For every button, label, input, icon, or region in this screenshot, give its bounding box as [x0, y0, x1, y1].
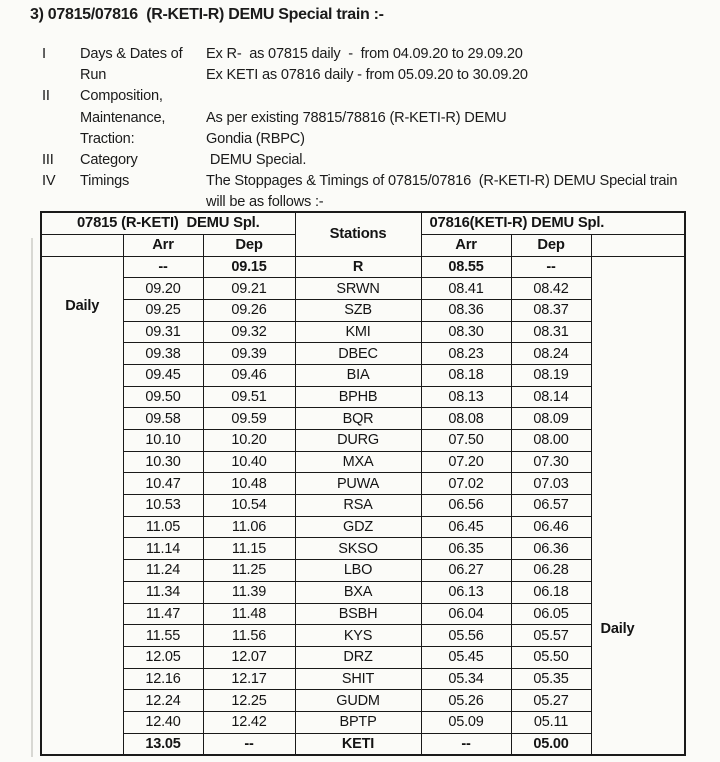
table-row: [41, 538, 685, 560]
cell-dep-07816: --: [511, 256, 591, 278]
daily-cell-left: [41, 256, 123, 755]
cell-arr-07816: 05.34: [421, 668, 511, 690]
cell-arr-07815: 11.24: [123, 560, 203, 582]
cell-arr-07816: 05.09: [421, 711, 511, 733]
cell-dep-07815: 10.40: [203, 451, 295, 473]
table-row: [41, 603, 685, 625]
cell-arr-07816: 08.18: [421, 364, 511, 386]
cell-dep-07815: 11.15: [203, 538, 295, 560]
cell-arr-07815: 09.38: [123, 343, 203, 365]
table-row: [41, 343, 685, 365]
scan-edge-artifact: [31, 238, 33, 757]
daily-label: Daily: [65, 297, 100, 314]
cell-dep-07816: 08.09: [511, 408, 591, 430]
cell-dep-07816: 06.57: [511, 495, 591, 517]
info-value: Ex R- as 07815 daily - from 04.09.20 to 29.09.20: [206, 46, 523, 62]
info-line: [42, 108, 710, 129]
info-line: [42, 171, 710, 192]
cell-dep-07815: 11.48: [203, 603, 295, 625]
cell-station: BPHB: [295, 386, 421, 408]
cell-dep-07815: 09.51: [203, 386, 295, 408]
cell-arr-07815: 09.31: [123, 321, 203, 343]
cell-station: BXA: [295, 581, 421, 603]
cell-dep-07816: 05.50: [511, 646, 591, 668]
info-label: Category: [80, 152, 138, 169]
cell-arr-07815: 12.40: [123, 711, 203, 733]
cell-station: BQR: [295, 408, 421, 430]
info-label: Traction:: [80, 130, 135, 147]
cell-dep-07815: 11.25: [203, 560, 295, 582]
page-title: 3) 07815/07816 (R-KETI-R) DEMU Special train :-: [30, 6, 384, 23]
cell-station: SKSO: [295, 538, 421, 560]
cell-arr-07815: 12.16: [123, 668, 203, 690]
cell-dep-07816: 06.05: [511, 603, 591, 625]
cell-dep-07815: 10.48: [203, 473, 295, 495]
table-row: [41, 625, 685, 647]
table-row: [41, 451, 685, 473]
cell-arr-07815: 09.58: [123, 408, 203, 430]
table-row: [41, 299, 685, 321]
roman-numeral: I: [42, 46, 46, 62]
cell-dep-07816: 06.18: [511, 581, 591, 603]
info-label: Days & Dates of: [80, 46, 183, 62]
info-line: [42, 129, 710, 150]
info-section: [42, 44, 710, 214]
cell-arr-07816: 05.56: [421, 625, 511, 647]
cell-arr-07816: 07.50: [421, 430, 511, 452]
cell-arr-07816: 08.41: [421, 278, 511, 300]
cell-dep-07816: 05.27: [511, 690, 591, 712]
header-train-07816: 07816(KETI-R) DEMU Spl.: [421, 212, 685, 234]
cell-dep-07815: 11.39: [203, 581, 295, 603]
table-row: [41, 386, 685, 408]
cell-arr-07815: 10.10: [123, 430, 203, 452]
cell-arr-07815: --: [123, 256, 203, 278]
cell-arr-07816: 06.35: [421, 538, 511, 560]
roman-numeral: [42, 65, 80, 86]
table-row: [41, 581, 685, 603]
cell-arr-07815: 11.47: [123, 603, 203, 625]
cell-dep-07816: 08.31: [511, 321, 591, 343]
header-stations: Stations: [295, 212, 421, 256]
info-label: Run: [80, 67, 107, 84]
cell-dep-07815: 12.17: [203, 668, 295, 690]
cell-station: LBO: [295, 560, 421, 582]
cell-station: SHIT: [295, 668, 421, 690]
cell-arr-07816: 05.45: [421, 646, 511, 668]
cell-station: DRZ: [295, 646, 421, 668]
col-header-dep-07816: Dep: [511, 234, 591, 256]
table-row: [41, 321, 685, 343]
cell-dep-07816: 05.57: [511, 625, 591, 647]
cell-arr-07816: 07.02: [421, 473, 511, 495]
roman-numeral: II: [42, 88, 50, 105]
cell-station: DBEC: [295, 343, 421, 365]
cell-arr-07816: 08.23: [421, 343, 511, 365]
info-value: The Stoppages & Timings of 07815/07816 (R-KETI-R) DEMU Special train: [206, 173, 678, 190]
table-row: [41, 516, 685, 538]
cell-dep-07815: 09.15: [203, 256, 295, 278]
table-row: [41, 430, 685, 452]
cell-station: SZB: [295, 299, 421, 321]
header-blank-right: [591, 234, 685, 256]
cell-station: BIA: [295, 364, 421, 386]
cell-arr-07816: 06.27: [421, 560, 511, 582]
cell-dep-07816: 07.03: [511, 473, 591, 495]
info-line: [42, 65, 710, 86]
table-row: [41, 364, 685, 386]
col-header-dep-07815: Dep: [203, 234, 295, 256]
cell-arr-07815: 12.05: [123, 646, 203, 668]
cell-station: GDZ: [295, 516, 421, 538]
roman-numeral: IV: [42, 173, 56, 190]
info-line: [42, 150, 710, 171]
cell-dep-07815: 12.07: [203, 646, 295, 668]
cell-dep-07816: 07.30: [511, 451, 591, 473]
cell-dep-07816: 05.11: [511, 711, 591, 733]
cell-dep-07815: 10.20: [203, 430, 295, 452]
cell-station: KYS: [295, 625, 421, 647]
cell-dep-07816: 06.36: [511, 538, 591, 560]
roman-numeral: [42, 129, 80, 150]
cell-arr-07816: 06.13: [421, 581, 511, 603]
cell-arr-07816: 08.55: [421, 256, 511, 278]
timetable: [40, 211, 686, 756]
cell-station: BSBH: [295, 603, 421, 625]
cell-arr-07815: 12.24: [123, 690, 203, 712]
cell-dep-07816: 08.14: [511, 386, 591, 408]
cell-dep-07816: 06.46: [511, 516, 591, 538]
cell-dep-07815: 09.59: [203, 408, 295, 430]
cell-arr-07816: 08.36: [421, 299, 511, 321]
cell-arr-07815: 11.14: [123, 538, 203, 560]
cell-station: SRWN: [295, 278, 421, 300]
table-row: [41, 495, 685, 517]
cell-dep-07815: 11.06: [203, 516, 295, 538]
cell-arr-07816: 08.30: [421, 321, 511, 343]
info-line: [42, 86, 710, 107]
cell-arr-07816: 06.45: [421, 516, 511, 538]
cell-arr-07816: 06.04: [421, 603, 511, 625]
header-train-07815: 07815 (R-KETI) DEMU Spl.: [41, 212, 295, 234]
cell-station: R: [295, 256, 421, 278]
cell-station: KMI: [295, 321, 421, 343]
table-row: [41, 408, 685, 430]
table-header-row-trains: [41, 212, 685, 234]
cell-station: MXA: [295, 451, 421, 473]
roman-numeral: III: [42, 152, 54, 169]
cell-dep-07815: 11.56: [203, 625, 295, 647]
table-row: [41, 690, 685, 712]
cell-dep-07815: --: [203, 733, 295, 755]
cell-dep-07815: 09.21: [203, 278, 295, 300]
cell-arr-07815: 11.55: [123, 625, 203, 647]
cell-arr-07816: 07.20: [421, 451, 511, 473]
cell-dep-07815: 09.32: [203, 321, 295, 343]
table-row: [41, 560, 685, 582]
cell-arr-07816: 05.26: [421, 690, 511, 712]
cell-station: RSA: [295, 495, 421, 517]
col-header-arr-07815: Arr: [123, 234, 203, 256]
table-row: [41, 733, 685, 755]
table-row: [41, 711, 685, 733]
table-row: [41, 473, 685, 495]
cell-arr-07815: 09.20: [123, 278, 203, 300]
cell-dep-07815: 09.39: [203, 343, 295, 365]
cell-dep-07815: 12.42: [203, 711, 295, 733]
info-label: Timings: [80, 173, 130, 190]
cell-station: DURG: [295, 430, 421, 452]
cell-station: GUDM: [295, 690, 421, 712]
cell-arr-07815: 09.25: [123, 299, 203, 321]
daily-label: Daily: [600, 620, 635, 637]
cell-arr-07816: 06.56: [421, 495, 511, 517]
table-row: [41, 256, 685, 278]
cell-dep-07816: 08.37: [511, 299, 591, 321]
cell-arr-07815: 10.47: [123, 473, 203, 495]
cell-dep-07816: 06.28: [511, 560, 591, 582]
info-value: [206, 86, 710, 107]
cell-arr-07816: 08.08: [421, 408, 511, 430]
cell-dep-07816: 05.35: [511, 668, 591, 690]
info-line: [42, 44, 710, 65]
col-header-arr-07816: Arr: [421, 234, 511, 256]
cell-dep-07815: 09.46: [203, 364, 295, 386]
cell-dep-07816: 08.00: [511, 430, 591, 452]
info-value: will be as follows :-: [206, 194, 324, 211]
info-value: DEMU Special.: [206, 152, 307, 169]
table-row: [41, 278, 685, 300]
cell-dep-07816: 08.19: [511, 364, 591, 386]
cell-station: PUWA: [295, 473, 421, 495]
cell-arr-07815: 10.30: [123, 451, 203, 473]
cell-arr-07815: 13.05: [123, 733, 203, 755]
cell-arr-07815: 09.50: [123, 386, 203, 408]
info-value: Ex KETI as 07816 daily - from 05.09.20 to 30.09.20: [206, 67, 528, 84]
cell-arr-07816: 08.13: [421, 386, 511, 408]
cell-station: BPTP: [295, 711, 421, 733]
cell-dep-07815: 12.25: [203, 690, 295, 712]
roman-numeral: [42, 108, 80, 129]
table-row: [41, 646, 685, 668]
info-label: Composition,: [80, 88, 163, 105]
info-value: As per existing 78815/78816 (R-KETI-R) DEMU: [206, 109, 507, 126]
cell-arr-07816: --: [421, 733, 511, 755]
cell-arr-07815: 10.53: [123, 495, 203, 517]
cell-dep-07816: 08.24: [511, 343, 591, 365]
cell-arr-07815: 09.45: [123, 364, 203, 386]
cell-arr-07815: 11.34: [123, 581, 203, 603]
cell-dep-07815: 09.26: [203, 299, 295, 321]
cell-dep-07815: 10.54: [203, 495, 295, 517]
cell-arr-07815: 11.05: [123, 516, 203, 538]
daily-cell-right: [591, 256, 685, 755]
table-row: [41, 668, 685, 690]
cell-station: KETI: [295, 733, 421, 755]
info-label: Maintenance,: [80, 109, 166, 126]
cell-dep-07816: 08.42: [511, 278, 591, 300]
cell-dep-07816: 05.00: [511, 733, 591, 755]
info-value: Gondia (RBPC): [206, 130, 305, 147]
header-blank-left: [41, 234, 123, 256]
